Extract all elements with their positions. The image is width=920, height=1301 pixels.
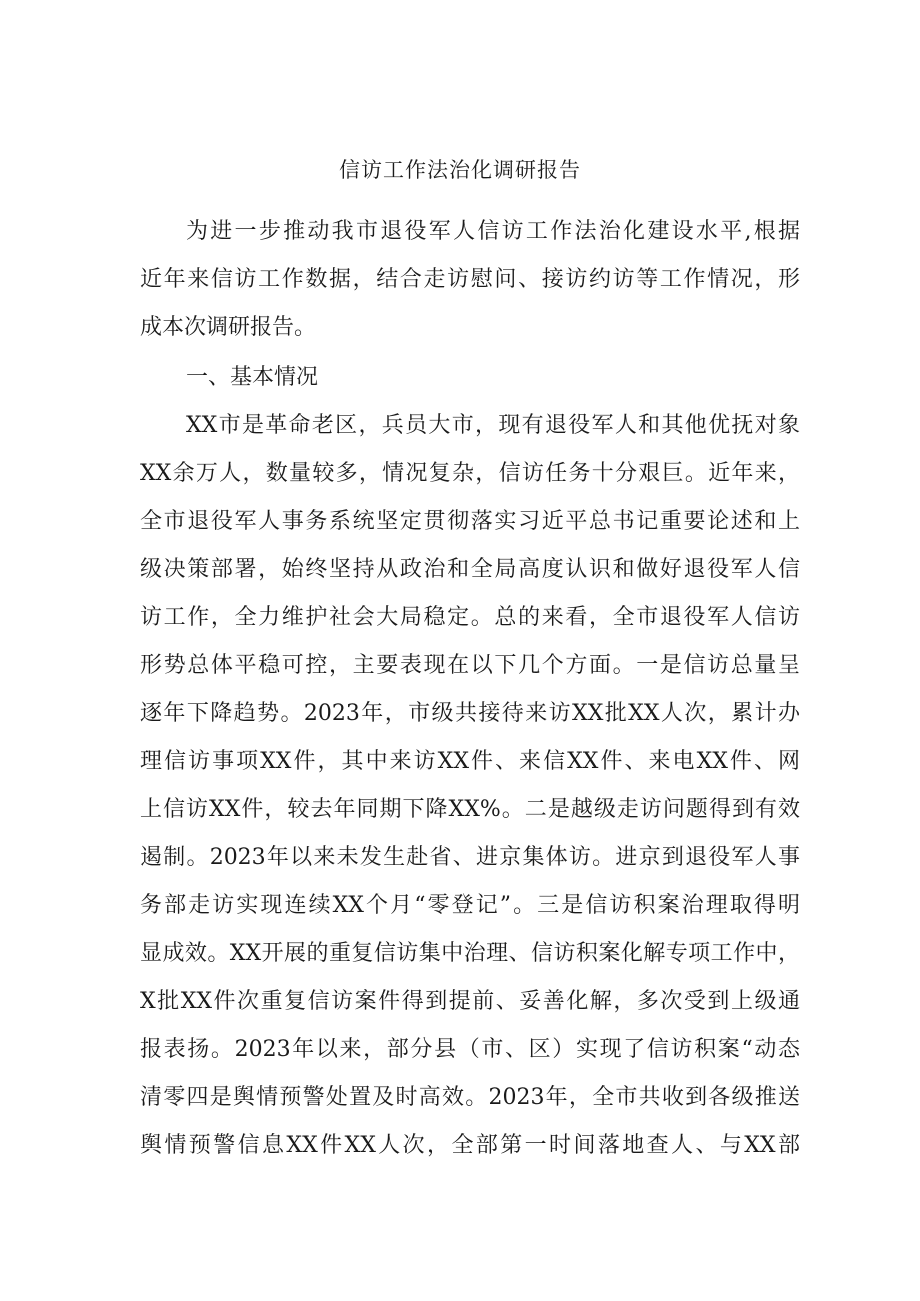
paragraph-line: 形势总体平稳可控，主要表现在以下几个方面。一是信访总量呈 (140, 653, 800, 678)
paragraph-line: 为进一步推动我市退役军人信访工作法治化建设水平,根据 (186, 219, 800, 244)
paragraph-line: 逐年下降趋势。2023年，市级共接待来访XX批XX人次，累计办 (140, 701, 800, 726)
paragraph-line: 显成效。XX开展的重复信访集中治理、信访积案化解专项工作中， (140, 941, 800, 966)
paragraph-line: XX余万人，数量较多，情况复杂，信访任务十分艰巨。近年来， (140, 461, 800, 486)
paragraph-line: 上信访XX件，较去年同期下降XX%。二是越级走访问题得到有效 (140, 797, 800, 822)
paragraph-line: XX市是革命老区，兵员大市，现有退役军人和其他优抚对象 (186, 413, 800, 438)
document-title: 信访工作法治化调研报告 (339, 158, 581, 182)
paragraph-line: 近年来信访工作数据，结合走访慰问、接访约访等工作情况，形 (140, 267, 800, 292)
paragraph-line: X批XX件次重复信访案件得到提前、妥善化解，多次受到上级通 (140, 989, 800, 1014)
paragraph-line: 级决策部署，始终坚持从政治和全局高度认识和做好退役军人信 (140, 557, 800, 582)
paragraph-line: 报表扬。2023年以来，部分县（市、区）实现了信访积案“动态 (140, 1037, 800, 1062)
paragraph-line: 理信访事项XX件，其中来访XX件、来信XX件、来电XX件、网 (140, 749, 800, 774)
paragraph-line: 清零四是舆情预警处置及时高效。2023年，全市共收到各级推送 (140, 1085, 800, 1110)
paragraph-line: 舆情预警信息XX件XX人次，全部第一时间落地查人、与XX部 (140, 1133, 800, 1158)
section-heading: 一、基本情况 (186, 365, 319, 390)
paragraph-line: 全市退役军人事务系统坚定贯彻落实习近平总书记重要论述和上 (140, 509, 800, 534)
paragraph-line: 成本次调研报告。 (140, 315, 317, 340)
paragraph-line: 遏制。2023年以来未发生赴省、进京集体访。进京到退役军人事 (140, 845, 800, 870)
paragraph-line: 访工作，全力维护社会大局稳定。总的来看，全市退役军人信访 (140, 605, 800, 630)
paragraph-line: 务部走访实现连续XX个月“零登记”。三是信访积案治理取得明 (140, 893, 800, 918)
